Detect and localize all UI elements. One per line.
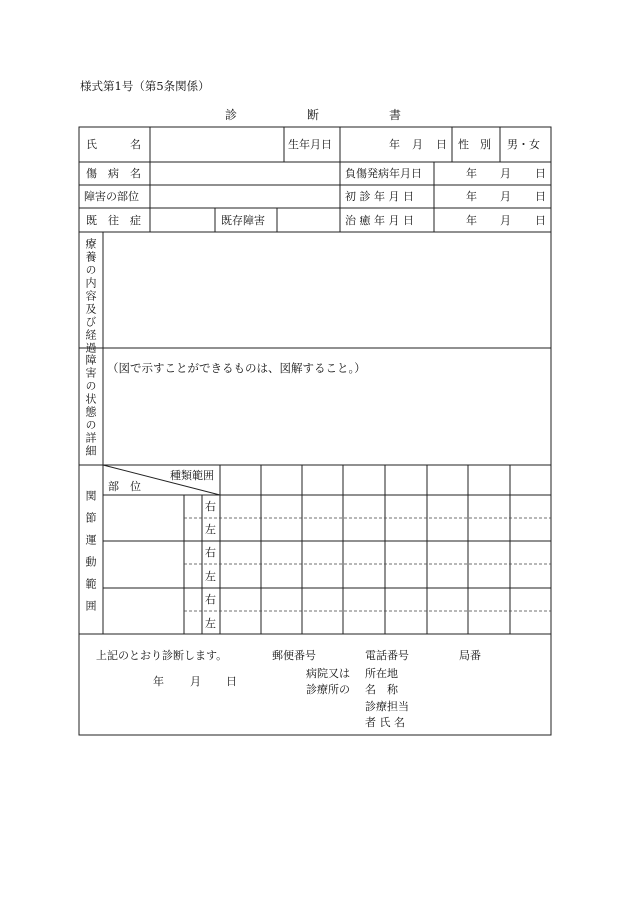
postal-code-label: 郵便番号 (272, 649, 316, 662)
hospital-label-line1: 病院又は (306, 667, 350, 680)
existing-disability-label: 既存障害 (221, 214, 265, 227)
treatment-field[interactable] (104, 233, 550, 347)
doctor-label-line1: 診療担当 (365, 700, 409, 713)
first-visit-label: 初 診 年 月 日 (345, 190, 414, 203)
rom-header-site: 部 位 (108, 480, 141, 493)
disability-detail-field[interactable] (104, 380, 550, 464)
name-label: 氏 名 (86, 138, 141, 151)
disability-detail-note: （図で示すことができるものは、図解すること。） (107, 361, 366, 375)
first-visit-year-unit: 年 (466, 190, 477, 203)
first-visit-day-unit: 日 (535, 190, 546, 203)
title-char-2: 断 (307, 108, 320, 122)
title-char-3: 書 (389, 108, 402, 122)
hospital-label-line2: 診療所の (306, 683, 350, 696)
exchange-label: 局番 (459, 649, 481, 662)
disability-site-field[interactable] (151, 186, 339, 207)
sign-day-unit: 日 (226, 675, 237, 688)
disease-label: 傷 病 名 (86, 167, 141, 180)
birth-month-unit: 月 (412, 138, 423, 151)
disability-detail-label: 障害の状態の詳細 (84, 354, 97, 458)
phone-number-label: 電話番号 (365, 649, 409, 662)
form-id: 様式第1号（第5条関係） (80, 79, 210, 93)
birth-year-unit: 年 (389, 138, 400, 151)
diagnosis-statement: 上記のとおり診断します。 (96, 649, 228, 662)
history-field[interactable] (151, 209, 214, 231)
rom-header-type: 種類範囲 (170, 469, 214, 482)
first-visit-month-unit: 月 (500, 190, 511, 203)
sign-year-unit: 年 (153, 675, 164, 688)
name-field[interactable] (151, 128, 283, 161)
onset-month-unit: 月 (500, 167, 511, 180)
cure-month-unit: 月 (500, 214, 511, 227)
doctor-label-line2: 者 氏 名 (365, 716, 405, 729)
disease-field[interactable] (151, 163, 339, 184)
title-char-1: 診 (225, 108, 238, 122)
sex-label: 性 別 (458, 138, 491, 151)
rom-side-right-1: 右 (205, 500, 216, 513)
onset-year-unit: 年 (466, 167, 477, 180)
rom-side-left-2: 左 (205, 570, 216, 583)
sign-month-unit: 月 (190, 675, 201, 688)
rom-side-left-3: 左 (205, 617, 216, 630)
sex-options[interactable]: 男・女 (507, 138, 540, 151)
existing-disability-field[interactable] (278, 209, 339, 231)
disability-site-label: 障害の部位 (84, 190, 139, 203)
cure-date-label: 治 癒 年 月 日 (345, 214, 414, 227)
rom-side-right-2: 右 (205, 546, 216, 559)
history-label: 既 往 症 (86, 214, 141, 227)
birthdate-field[interactable] (341, 128, 451, 161)
onset-day-unit: 日 (535, 167, 546, 180)
cure-year-unit: 年 (466, 214, 477, 227)
rom-label: 関節運動範囲 (84, 490, 97, 622)
rom-side-right-3: 右 (205, 593, 216, 606)
treatment-label: 療養の内容及び経過 (84, 238, 97, 355)
birth-day-unit: 日 (436, 138, 447, 151)
cure-day-unit: 日 (535, 214, 546, 227)
facility-name-label: 名 称 (365, 683, 398, 696)
address-label: 所在地 (365, 667, 398, 680)
rom-side-left-1: 左 (205, 523, 216, 536)
onset-date-label: 負傷発病年月日 (345, 167, 422, 180)
birthdate-label: 生年月日 (288, 138, 332, 151)
